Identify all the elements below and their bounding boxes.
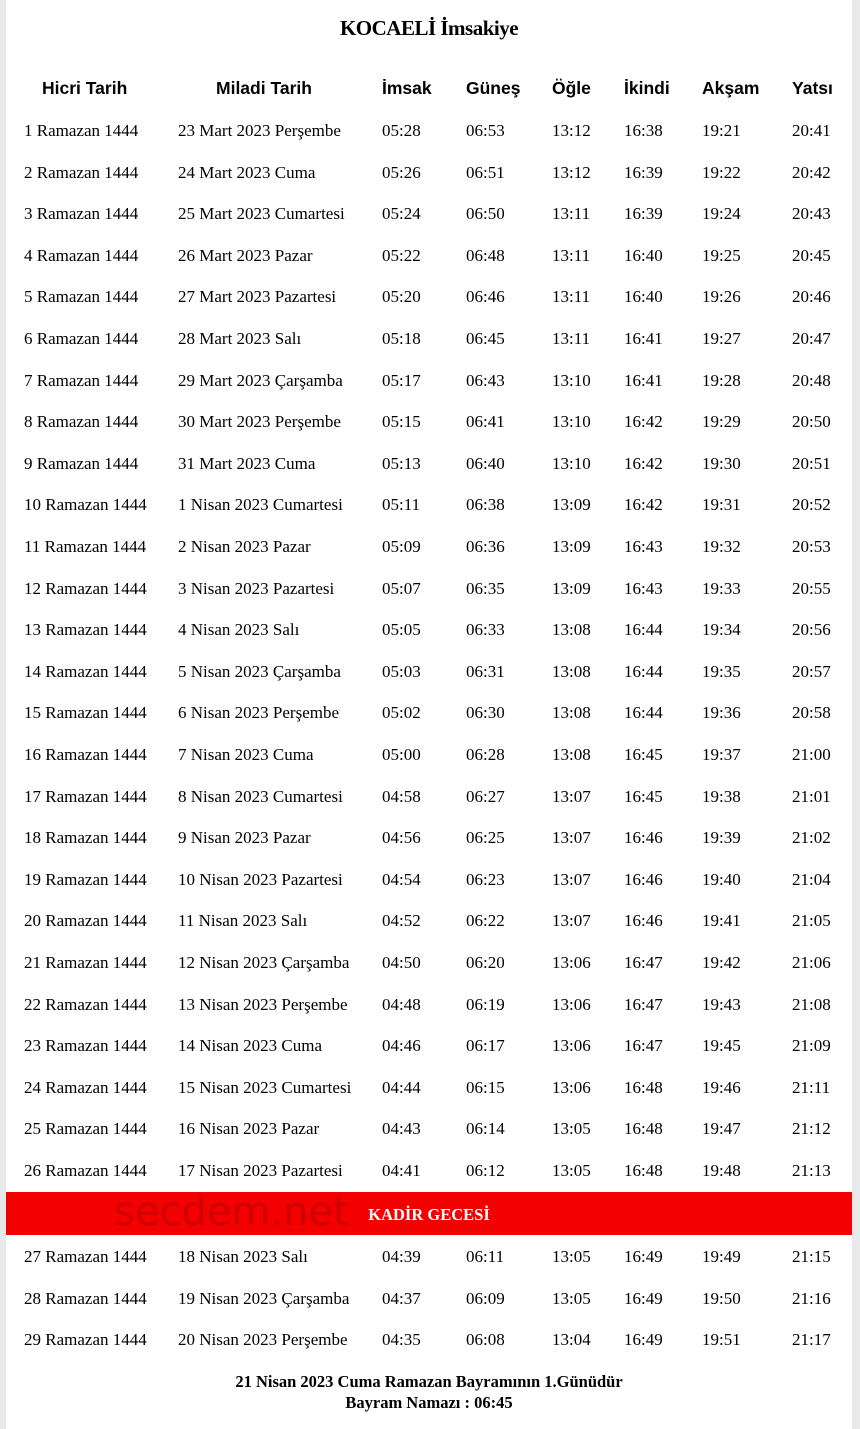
gunes-cell: 06:09 [466, 1288, 505, 1308]
aksam-cell: 19:33 [702, 578, 741, 598]
aksam-cell: 19:35 [702, 661, 741, 681]
gunes-cell: 06:17 [466, 1036, 505, 1056]
yatsi-cell: 20:55 [792, 578, 831, 598]
table-row [6, 859, 852, 901]
ogle-cell: 13:06 [552, 994, 591, 1014]
aksam-cell: 19:21 [702, 121, 741, 140]
hicri-cell: 5 Ramazan 1444 [24, 287, 139, 307]
ikindi-cell: 16:48 [624, 1161, 663, 1180]
yatsi-cell: 21:15 [792, 1247, 831, 1266]
aksam-cell: 19:30 [702, 453, 741, 473]
ikindi-cell: 16:46 [624, 869, 663, 889]
hicri-cell: 1 Ramazan 1444 [24, 121, 139, 140]
ikindi-cell: 16:48 [624, 1077, 663, 1097]
gunes-cell: 06:12 [466, 1161, 505, 1180]
ogle-cell: 13:08 [552, 703, 591, 723]
imsak-cell: 04:46 [382, 1036, 421, 1056]
miladi-cell: 24 Mart 2023 Cuma [178, 162, 316, 182]
ogle-cell: 13:10 [552, 453, 591, 473]
miladi-cell: 1 Nisan 2023 Cumartesi [178, 495, 343, 515]
ogle-cell: 13:05 [552, 1247, 591, 1266]
yatsi-cell: 20:43 [792, 204, 831, 224]
imsak-cell: 04:35 [382, 1330, 421, 1350]
miladi-cell: 4 Nisan 2023 Salı [178, 620, 300, 640]
aksam-cell: 19:38 [702, 786, 741, 806]
yatsi-cell: 20:57 [792, 661, 831, 681]
table-row [6, 484, 852, 526]
miladi-cell: 25 Mart 2023 Cumartesi [178, 204, 345, 224]
ogle-cell: 13:05 [552, 1161, 591, 1180]
gunes-cell: 06:41 [466, 412, 505, 432]
yatsi-cell: 20:51 [792, 453, 831, 473]
aksam-cell: 19:36 [702, 703, 741, 723]
imsak-cell: 04:48 [382, 994, 421, 1014]
gunes-cell: 06:40 [466, 453, 505, 473]
ogle-cell: 13:07 [552, 911, 591, 931]
gunes-cell: 06:46 [466, 287, 505, 307]
ikindi-cell: 16:41 [624, 370, 663, 390]
gunes-cell: 06:31 [466, 661, 505, 681]
ogle-cell: 13:08 [552, 745, 591, 764]
ogle-cell: 13:11 [552, 287, 591, 307]
ogle-cell: 13:10 [552, 412, 591, 432]
miladi-cell: 17 Nisan 2023 Pazartesi [178, 1161, 343, 1180]
table-row [6, 942, 852, 984]
ikindi-cell: 16:48 [624, 1119, 663, 1139]
miladi-cell: 18 Nisan 2023 Salı [178, 1247, 308, 1266]
imsak-cell: 05:11 [382, 495, 421, 515]
ikindi-cell: 16:42 [624, 412, 663, 432]
ogle-cell: 13:12 [552, 121, 591, 140]
yatsi-cell: 21:11 [792, 1077, 831, 1097]
gunes-cell: 06:30 [466, 703, 505, 723]
table-row [6, 1067, 852, 1109]
ikindi-cell: 16:49 [624, 1330, 663, 1350]
hicri-cell: 11 Ramazan 1444 [24, 537, 147, 556]
table-row [6, 110, 852, 152]
imsak-cell: 05:09 [382, 537, 421, 556]
ogle-cell: 13:09 [552, 537, 591, 556]
gunes-cell: 06:28 [466, 745, 505, 764]
hicri-cell: 2 Ramazan 1444 [24, 162, 139, 182]
miladi-cell: 6 Nisan 2023 Perşembe [178, 703, 340, 723]
imsak-cell: 05:20 [382, 287, 421, 307]
yatsi-cell: 21:17 [792, 1330, 831, 1350]
imsak-cell: 05:24 [382, 204, 421, 224]
table-row [6, 526, 852, 568]
imsak-cell: 05:02 [382, 703, 421, 723]
aksam-cell: 19:40 [702, 869, 741, 889]
miladi-cell: 7 Nisan 2023 Cuma [178, 745, 314, 764]
header-yatsi: Yatsı [792, 78, 833, 98]
hicri-cell: 27 Ramazan 1444 [24, 1247, 147, 1266]
ogle-cell: 13:12 [552, 162, 591, 182]
ogle-cell: 13:07 [552, 869, 591, 889]
imsak-cell: 04:44 [382, 1077, 421, 1097]
gunes-cell: 06:14 [466, 1119, 505, 1139]
table-row [6, 318, 852, 360]
hicri-cell: 26 Ramazan 1444 [24, 1161, 147, 1180]
table-row [6, 900, 852, 942]
hicri-cell: 13 Ramazan 1444 [24, 620, 147, 640]
imsak-cell: 04:50 [382, 953, 421, 972]
ikindi-cell: 16:38 [624, 121, 663, 140]
imsak-cell: 04:58 [382, 786, 421, 806]
ikindi-cell: 16:39 [624, 204, 663, 224]
ogle-cell: 13:06 [552, 1036, 591, 1056]
ikindi-cell: 16:45 [624, 786, 663, 806]
yatsi-cell: 20:58 [792, 703, 831, 723]
table-row [6, 984, 852, 1026]
hicri-cell: 29 Ramazan 1444 [24, 1330, 147, 1350]
imsak-cell: 05:00 [382, 745, 421, 764]
aksam-cell: 19:51 [702, 1330, 741, 1350]
miladi-cell: 13 Nisan 2023 Perşembe [178, 994, 348, 1014]
ikindi-cell: 16:46 [624, 911, 663, 931]
ogle-cell: 13:11 [552, 245, 591, 265]
imsak-cell: 05:03 [382, 661, 421, 681]
aksam-cell: 19:22 [702, 162, 741, 182]
aksam-cell: 19:43 [702, 994, 741, 1014]
ikindi-cell: 16:44 [624, 703, 663, 723]
hicri-cell: 21 Ramazan 1444 [24, 953, 147, 972]
imsak-cell: 04:41 [382, 1161, 421, 1180]
miladi-cell: 11 Nisan 2023 Salı [178, 911, 308, 931]
hicri-cell: 8 Ramazan 1444 [24, 412, 139, 432]
watermark: secdem.net [114, 1189, 349, 1235]
yatsi-cell: 21:09 [792, 1036, 831, 1056]
imsak-cell: 04:37 [382, 1288, 421, 1308]
aksam-cell: 19:25 [702, 245, 741, 265]
gunes-cell: 06:23 [466, 869, 505, 889]
miladi-cell: 20 Nisan 2023 Perşembe [178, 1330, 348, 1350]
table-row [6, 1025, 852, 1067]
gunes-cell: 06:36 [466, 537, 505, 556]
imsakiye-page [6, 0, 852, 1429]
aksam-cell: 19:46 [702, 1077, 741, 1097]
ikindi-cell: 16:49 [624, 1247, 663, 1266]
aksam-cell: 19:37 [702, 745, 741, 764]
gunes-cell: 06:22 [466, 911, 505, 931]
yatsi-cell: 21:05 [792, 911, 831, 931]
aksam-cell: 19:32 [702, 537, 741, 556]
table-row [6, 1150, 852, 1192]
table-row [6, 443, 852, 485]
yatsi-cell: 21:16 [792, 1288, 831, 1308]
miladi-cell: 14 Nisan 2023 Cuma [178, 1036, 323, 1056]
aksam-cell: 19:24 [702, 204, 741, 224]
miladi-cell: 8 Nisan 2023 Cumartesi [178, 786, 343, 806]
page-title: KOCAELİ İmsakiye [339, 16, 519, 40]
gunes-cell: 06:48 [466, 245, 505, 265]
hicri-cell: 9 Ramazan 1444 [24, 453, 139, 473]
gunes-cell: 06:19 [466, 994, 505, 1014]
imsak-cell: 05:26 [382, 162, 421, 182]
yatsi-cell: 20:47 [792, 329, 831, 348]
yatsi-cell: 21:02 [792, 828, 831, 848]
imsak-cell: 05:13 [382, 453, 421, 473]
header-hicri: Hicri Tarih [42, 78, 128, 98]
imsak-cell: 05:28 [382, 121, 421, 140]
hicri-cell: 19 Ramazan 1444 [24, 869, 147, 889]
imsak-cell: 05:07 [382, 578, 421, 598]
aksam-cell: 19:48 [702, 1161, 741, 1180]
hicri-cell: 7 Ramazan 1444 [24, 370, 139, 390]
gunes-cell: 06:51 [466, 162, 505, 182]
aksam-cell: 19:47 [702, 1119, 741, 1139]
hicri-cell: 6 Ramazan 1444 [24, 329, 139, 348]
header-gunes: Güneş [466, 78, 521, 98]
table-row [6, 1278, 852, 1320]
yatsi-cell: 21:13 [792, 1161, 831, 1180]
miladi-cell: 2 Nisan 2023 Pazar [178, 537, 311, 556]
ogle-cell: 13:09 [552, 578, 591, 598]
imsak-cell: 05:15 [382, 412, 421, 432]
miladi-cell: 10 Nisan 2023 Pazartesi [178, 869, 343, 889]
imsak-cell: 05:22 [382, 245, 421, 265]
table-row [6, 401, 852, 443]
hicri-cell: 28 Ramazan 1444 [24, 1288, 147, 1308]
footer-bayram-info: 21 Nisan 2023 Cuma Ramazan Bayramının 1.Günüdür [235, 1372, 623, 1391]
aksam-cell: 19:34 [702, 620, 741, 640]
gunes-cell: 06:43 [466, 370, 505, 390]
gunes-cell: 06:08 [466, 1330, 505, 1350]
table-row [6, 152, 852, 194]
gunes-cell: 06:33 [466, 620, 505, 640]
hicri-cell: 22 Ramazan 1444 [24, 994, 147, 1014]
miladi-cell: 27 Mart 2023 Pazartesi [178, 287, 337, 307]
ikindi-cell: 16:43 [624, 578, 663, 598]
table-row [6, 692, 852, 734]
gunes-cell: 06:11 [466, 1247, 505, 1266]
ikindi-cell: 16:41 [624, 329, 663, 348]
header-ogle: Öğle [552, 78, 591, 98]
ikindi-cell: 16:49 [624, 1288, 663, 1308]
hicri-cell: 10 Ramazan 1444 [24, 495, 147, 515]
miladi-cell: 5 Nisan 2023 Çarşamba [178, 661, 341, 681]
ikindi-cell: 16:40 [624, 287, 663, 307]
imsak-cell: 04:39 [382, 1247, 421, 1266]
imsak-cell: 04:54 [382, 869, 421, 889]
hicri-cell: 18 Ramazan 1444 [24, 828, 147, 848]
aksam-cell: 19:50 [702, 1288, 741, 1308]
aksam-cell: 19:42 [702, 953, 741, 972]
hicri-cell: 12 Ramazan 1444 [24, 578, 147, 598]
table-row [6, 1319, 852, 1361]
yatsi-cell: 20:45 [792, 245, 831, 265]
ikindi-cell: 16:47 [624, 994, 663, 1014]
gunes-cell: 06:50 [466, 204, 505, 224]
ikindi-cell: 16:43 [624, 537, 663, 556]
miladi-cell: 26 Mart 2023 Pazar [178, 245, 313, 265]
imsak-cell: 04:56 [382, 828, 421, 848]
gunes-cell: 06:45 [466, 329, 505, 348]
ogle-cell: 13:07 [552, 786, 591, 806]
ikindi-cell: 16:45 [624, 745, 663, 764]
imsak-cell: 05:17 [382, 370, 421, 390]
ikindi-cell: 16:42 [624, 495, 663, 515]
yatsi-cell: 21:00 [792, 745, 831, 764]
miladi-cell: 16 Nisan 2023 Pazar [178, 1119, 320, 1139]
yatsi-cell: 20:48 [792, 370, 831, 390]
hicri-cell: 24 Ramazan 1444 [24, 1077, 147, 1097]
hicri-cell: 25 Ramazan 1444 [24, 1119, 147, 1139]
gunes-cell: 06:27 [466, 786, 505, 806]
ogle-cell: 13:05 [552, 1288, 591, 1308]
miladi-cell: 19 Nisan 2023 Çarşamba [178, 1288, 350, 1308]
yatsi-cell: 21:01 [792, 786, 831, 806]
ogle-cell: 13:05 [552, 1119, 591, 1139]
miladi-cell: 15 Nisan 2023 Cumartesi [178, 1077, 352, 1097]
ogle-cell: 13:06 [552, 953, 591, 972]
yatsi-cell: 20:56 [792, 620, 831, 640]
gunes-cell: 06:25 [466, 828, 505, 848]
hicri-cell: 23 Ramazan 1444 [24, 1036, 147, 1056]
gunes-cell: 06:53 [466, 121, 505, 140]
ogle-cell: 13:11 [552, 329, 591, 348]
hicri-cell: 4 Ramazan 1444 [24, 245, 139, 265]
aksam-cell: 19:29 [702, 412, 741, 432]
aksam-cell: 19:27 [702, 329, 741, 348]
ikindi-cell: 16:46 [624, 828, 663, 848]
yatsi-cell: 20:53 [792, 537, 831, 556]
ikindi-cell: 16:47 [624, 1036, 663, 1056]
ogle-cell: 13:04 [552, 1330, 591, 1350]
ikindi-cell: 16:44 [624, 620, 663, 640]
table-row [6, 817, 852, 859]
miladi-cell: 30 Mart 2023 Perşembe [178, 412, 341, 432]
miladi-cell: 3 Nisan 2023 Pazartesi [178, 578, 335, 598]
imsak-cell: 05:05 [382, 620, 421, 640]
imsak-cell: 04:52 [382, 911, 421, 931]
table-row [6, 776, 852, 818]
ogle-cell: 13:07 [552, 828, 591, 848]
table-row [6, 235, 852, 277]
aksam-cell: 19:26 [702, 287, 741, 307]
kadir-gecesi-label: KADİR GECESİ [368, 1205, 490, 1224]
header-aksam: Akşam [702, 78, 760, 98]
table-row [6, 360, 852, 402]
imsak-cell: 05:18 [382, 329, 421, 348]
yatsi-cell: 20:41 [792, 121, 831, 140]
miladi-cell: 12 Nisan 2023 Çarşamba [178, 953, 350, 972]
hicri-cell: 15 Ramazan 1444 [24, 703, 147, 723]
miladi-cell: 9 Nisan 2023 Pazar [178, 828, 311, 848]
imsak-cell: 04:43 [382, 1119, 421, 1139]
table-row [6, 609, 852, 651]
kadir-gecesi-row [6, 1189, 852, 1235]
hicri-cell: 17 Ramazan 1444 [24, 786, 147, 806]
miladi-cell: 31 Mart 2023 Cuma [178, 453, 316, 473]
table-row [6, 651, 852, 693]
ogle-cell: 13:06 [552, 1077, 591, 1097]
yatsi-cell: 21:06 [792, 953, 831, 972]
hicri-cell: 20 Ramazan 1444 [24, 911, 147, 931]
yatsi-cell: 20:50 [792, 412, 831, 432]
miladi-cell: 29 Mart 2023 Çarşamba [178, 370, 343, 390]
table-row [6, 1236, 852, 1278]
miladi-cell: 23 Mart 2023 Perşembe [178, 121, 341, 140]
table-row [6, 1108, 852, 1150]
hicri-cell: 16 Ramazan 1444 [24, 745, 147, 764]
table-row [6, 568, 852, 610]
yatsi-cell: 20:52 [792, 495, 831, 515]
yatsi-cell: 20:42 [792, 162, 831, 182]
ikindi-cell: 16:39 [624, 162, 663, 182]
ikindi-cell: 16:40 [624, 245, 663, 265]
gunes-cell: 06:20 [466, 953, 505, 972]
aksam-cell: 19:28 [702, 370, 741, 390]
table-row [6, 734, 852, 776]
ogle-cell: 13:09 [552, 495, 591, 515]
ogle-cell: 13:08 [552, 661, 591, 681]
aksam-cell: 19:31 [702, 495, 741, 515]
ikindi-cell: 16:42 [624, 453, 663, 473]
aksam-cell: 19:45 [702, 1036, 741, 1056]
ogle-cell: 13:08 [552, 620, 591, 640]
ogle-cell: 13:10 [552, 370, 591, 390]
header-imsak: İmsak [382, 78, 432, 98]
yatsi-cell: 20:46 [792, 287, 831, 307]
yatsi-cell: 21:08 [792, 994, 831, 1014]
miladi-cell: 28 Mart 2023 Salı [178, 329, 302, 348]
aksam-cell: 19:39 [702, 828, 741, 848]
footer-bayram-namazi: Bayram Namazı : 06:45 [345, 1393, 513, 1412]
ikindi-cell: 16:44 [624, 661, 663, 681]
gunes-cell: 06:38 [466, 495, 505, 515]
hicri-cell: 3 Ramazan 1444 [24, 204, 139, 224]
hicri-cell: 14 Ramazan 1444 [24, 661, 147, 681]
yatsi-cell: 21:12 [792, 1119, 831, 1139]
aksam-cell: 19:49 [702, 1247, 741, 1266]
gunes-cell: 06:35 [466, 578, 505, 598]
table-row [6, 193, 852, 235]
aksam-cell: 19:41 [702, 911, 741, 931]
gunes-cell: 06:15 [466, 1077, 505, 1097]
yatsi-cell: 21:04 [792, 869, 831, 889]
ogle-cell: 13:11 [552, 204, 591, 224]
ikindi-cell: 16:47 [624, 953, 663, 972]
header-miladi: Miladi Tarih [216, 78, 312, 98]
header-ikindi: İkindi [624, 78, 670, 98]
table-row [6, 276, 852, 318]
